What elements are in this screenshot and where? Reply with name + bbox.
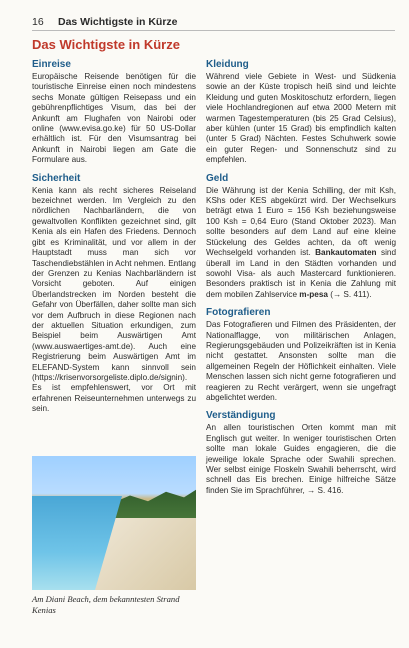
section-verstaendigung xyxy=(206,410,396,496)
section-einreise xyxy=(32,59,196,166)
geld-bold-atm: Bankautomaten xyxy=(315,248,377,258)
text-geld xyxy=(206,186,396,300)
geld-text-c: (→ S. 411). xyxy=(327,289,372,299)
section-sicherheit xyxy=(32,173,196,415)
heading-einreise: Einreise xyxy=(32,59,71,70)
text-verstaendigung: An allen touristischen Orten kommt man mit Englisch gut weiter. In weniger touristischen Orten sollte man lokale Guides engagieren, die die jeweilige lokale Sprache oder Swahili sprechen. Wer selbst einige Floskeln Swahili beherrscht, wird schnell das Eis brechen. Einige hilfreiche Sätze finden Sie im Sprachführer, → S. 416. xyxy=(206,423,396,495)
text-sicherheit: Kenia kann als recht sicheres Reiseland bezeichnet werden. Im Vergleich zu den nördlichen Nachbarländern, die von gewaltvollen Konflikten gezeichnet sind, gilt Kenia als ein Hafen des Friedens. Dennoch gibt es Kriminalität, und vor allem in der Hauptstadt muss man sich vor Taschendiebstählen in Acht nehmen. Entlang der Grenzen zu Kenias Nachbarländern ist Vorsicht geboten. Auf einigen Überlandstrecken im Norden besteht die Gefahr von Überfällen, daher sollte man sich vor dem Aufbruch in diese Regionen nach der aktuellen Situation erkundigen, zum Beispiel beim Auswärtigen Amt (www.auswaertiges-amt.de). Auch eine Registrierung beim Auswärtigen Amt im ELEFAND-System kann sinnvoll sein (https://krisenvorsorgeliste.diplo.de/signin). Es ist empfehlenswert, vor Ort mit erfahrenen Reiseunternehmen unterwegs zu sein. xyxy=(32,185,196,414)
section-kleidung xyxy=(206,59,396,166)
heading-verstaendigung: Verständigung xyxy=(206,410,276,422)
running-header xyxy=(32,14,395,31)
running-title: Das Wichtigste in Kürze xyxy=(58,16,178,28)
beach-photo xyxy=(32,456,196,590)
geld-text-b: sind überall im Land in den Städten vorhanden und sowohl Visa- als auch Mastercard funktionieren. Besonders praktisch ist in Kenia die Zahlung mit dem mobilen Zahlservice xyxy=(206,248,396,299)
right-column xyxy=(206,59,396,503)
heading-fotografieren: Fotografieren xyxy=(206,307,271,319)
photo-caption: Am Diani Beach, dem bekanntesten Strand Kenias xyxy=(32,594,180,615)
page-title: Das Wichtigste in Kürze xyxy=(32,37,180,52)
text-fotografieren: Das Fotografieren und Filmen des Präsidenten, der Nationalflagge, von militärischen Anlagen, Regierungsgebäuden und Polizeikräften ist in Kenia nicht gestattet. Ansonsten sollte man die allgemeinen Regeln der Höflichkeit einhalten. Viele Menschen lassen sich nicht gerne fotografieren und reagieren zu Recht verärgert, wenn sie ungefragt abgelichtet werden. xyxy=(206,320,396,402)
left-column xyxy=(32,59,196,422)
text-einreise: Europäische Reisende benötigen für die touristische Einreise einen noch mindestens sechs Monate gültigen Reisepass und ein gebührenpflichtiges Visum, das bei der Ankunft am Flughafen von Nairobi oder online (www.evisa.go.ke) für 50 US-Dollar erhältlich ist. Für den Visumsantrag bei Ankunft in Nairobi liegen am Gate die Formulare aus. xyxy=(32,72,196,165)
heading-geld: Geld xyxy=(206,172,229,184)
page-number: 16 xyxy=(32,16,44,28)
heading-sicherheit: Sicherheit xyxy=(32,172,81,184)
geld-text-a: Die Währung ist der Kenia Schilling, der mit Ksh, KShs oder KES abgekürzt wird. Der Wechselkurs beträgt etwa 1 Euro = 156 Ksh beziehungsweise 100 Ksh = 0,64 Euro (Stand Oktober 2023). Man sollte besonders auf dem Land auf eine kleine Stückelung des Geldes achten, da oft wenig Wechselgeld vorhanden ist. xyxy=(206,185,396,258)
section-fotografieren xyxy=(206,307,396,403)
text-kleidung: Während viele Gebiete in West- und Südkenia sowie an der Küste tropisch heiß sind und leichte Kleidung und guten Moskitoschutz erfordern, liegen viele Hochlandregionen auf etwa 2000 Metern mit warmen Tagestemperaturen (bis 25 Grad Celsius), aber kühlen (unter 15 Grad) bis empfindlich kalten (unter 5 Grad) Nächten. Festes Schuhwerk sowie ein guter Regen- und Sonnenschutz sind zu empfehlen. xyxy=(206,72,396,165)
section-geld xyxy=(206,173,396,300)
geld-bold-mpesa: m-pesa xyxy=(299,289,328,299)
heading-kleidung: Kleidung xyxy=(206,59,249,70)
